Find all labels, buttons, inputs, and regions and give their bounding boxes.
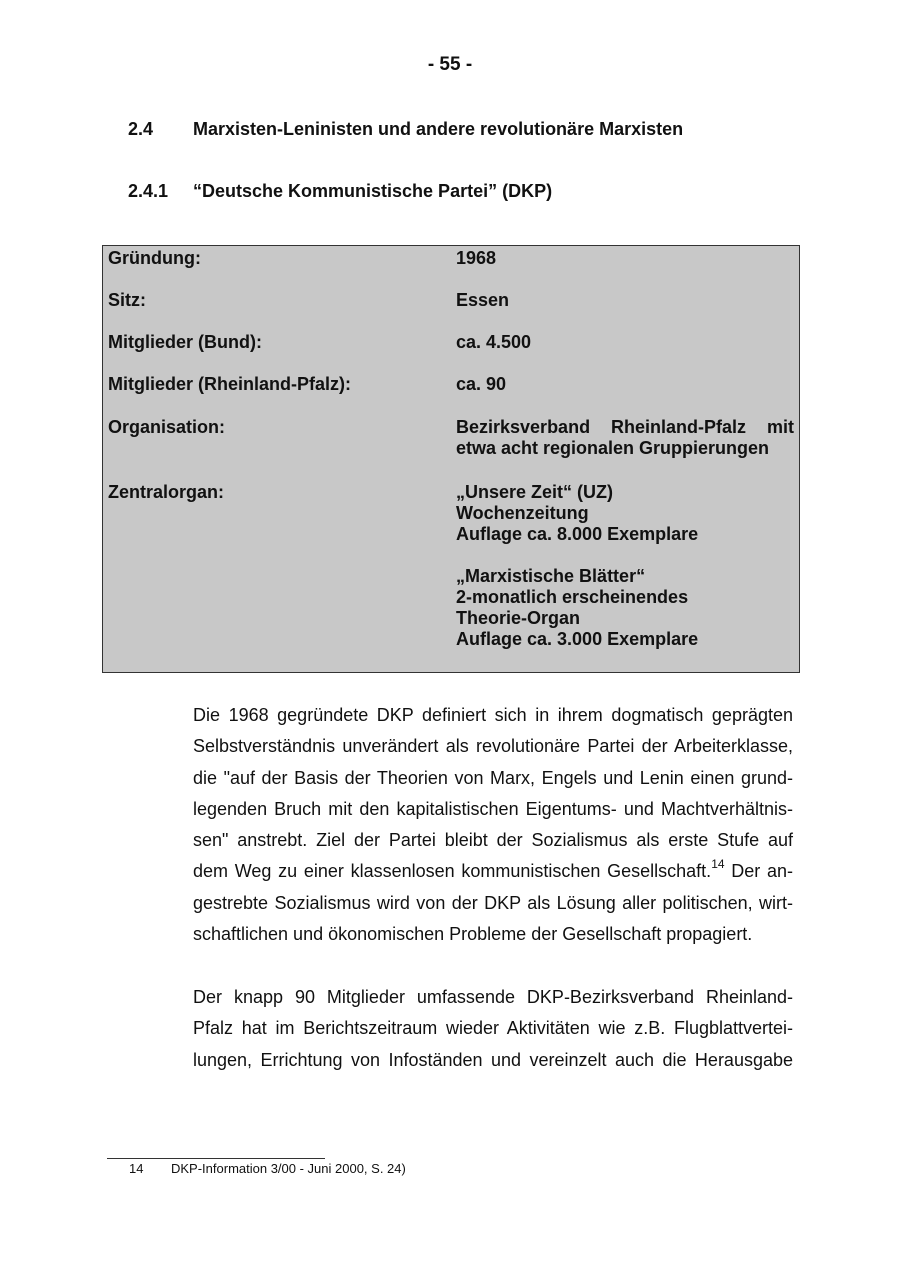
footnote [129,1161,406,1176]
spacer [456,545,794,566]
fact-value-line: „Unsere Zeit“ (UZ) [456,482,614,502]
paragraph-line: Der knapp 90 Mitglieder umfassende DKP-Bezirksverband Rheinland- [193,987,793,1007]
fact-label: Mitglieder (Bund): [108,332,262,352]
paragraph-line-with-footnote [193,856,793,887]
fact-value-line: etwa acht regionalen Gruppierungen [456,438,770,458]
section-number: 2.4.1 [128,181,169,201]
paragraph-line: legenden Bruch mit den kapitalistischen Eigentums- und Machtverhältnis- [193,798,793,819]
paragraph-line: lungen, Errichtung von Infoständen und vereinzelt auch die Herausgabe [193,1049,793,1070]
section-title: Marxisten-Leninisten und andere revolutionäre Marxisten [193,119,684,139]
fact-label: Zentralorgan: [108,482,225,502]
footnote-number: 14 [129,1161,144,1176]
fact-value [456,482,794,650]
page-number: - 55 - [427,54,473,75]
fact-value-line: Theorie-Organ [456,608,581,628]
footnote-text: DKP-Information 3/00 - Juni 2000, S. 24) [171,1161,406,1176]
fact-value-line: Auflage ca. 3.000 Exemplare [456,629,699,649]
fact-value-line: Auflage ca. 8.000 Exemplare [456,524,699,544]
fact-value-line: „Marxistische Blätter“ [456,566,646,586]
paragraph-line: Selbstverständnis unverändert als revolutionäre Partei der Arbeiterklasse, [193,736,793,757]
section-heading-2-4-1 [128,181,552,202]
paragraph-text: Der an- [724,861,793,882]
fact-value-line: ca. 90 [456,374,507,394]
paragraph-line: gestrebte Sozialismus wird von der DKP als Lösung aller politischen, wirt- [193,892,793,913]
body-paragraph [193,982,793,1076]
section-number: 2.4 [128,119,154,139]
paragraph-line: die "auf der Basis der Theorien von Marx, Engels und Lenin einen grund- [193,767,793,788]
fact-value-line: 2-monatlich erscheinendes [456,587,689,607]
section-title: “Deutsche Kommunistische Partei” (DKP) [193,181,553,201]
paragraph-line: sen" anstrebt. Ziel der Partei bleibt der Sozialismus als erste Stufe auf [193,830,793,851]
fact-value-line: 1968 [456,248,497,268]
fact-label: Gründung: [108,248,201,268]
fact-value-line: Wochenzeitung [456,503,589,523]
fact-value-line: Bezirksverband Rheinland-Pfalz mit [456,417,794,437]
body-paragraph [193,700,793,950]
footnote-separator [107,1158,325,1159]
paragraph-line: Pfalz hat im Berichtszeitraum wieder Aktivitäten wie z.B. Flugblattvertei- [193,1018,793,1039]
paragraph-text: dem Weg zu einer klassenlosen kommunistischen Gesellschaft. [193,861,712,882]
paragraph-line: Die 1968 gegründete DKP definiert sich in ihrem dogmatisch geprägten [193,705,793,725]
fact-value [456,417,794,459]
paragraph-line: schaftlichen und ökonomischen Probleme der Gesellschaft propagiert. [193,924,753,945]
fact-value-line: ca. 4.500 [456,332,532,352]
fact-label: Organisation: [108,417,226,437]
fact-value-line: Essen [456,290,510,310]
fact-value [456,374,794,395]
fact-value [456,332,794,353]
fact-label: Sitz: [108,290,146,310]
party-fact-box [102,245,800,673]
footnote-reference[interactable]: 14 [711,857,725,872]
section-heading-2-4 [128,119,683,140]
fact-label: Mitglieder (Rheinland-Pfalz): [108,374,351,394]
fact-value [456,290,794,311]
fact-value [456,248,794,269]
